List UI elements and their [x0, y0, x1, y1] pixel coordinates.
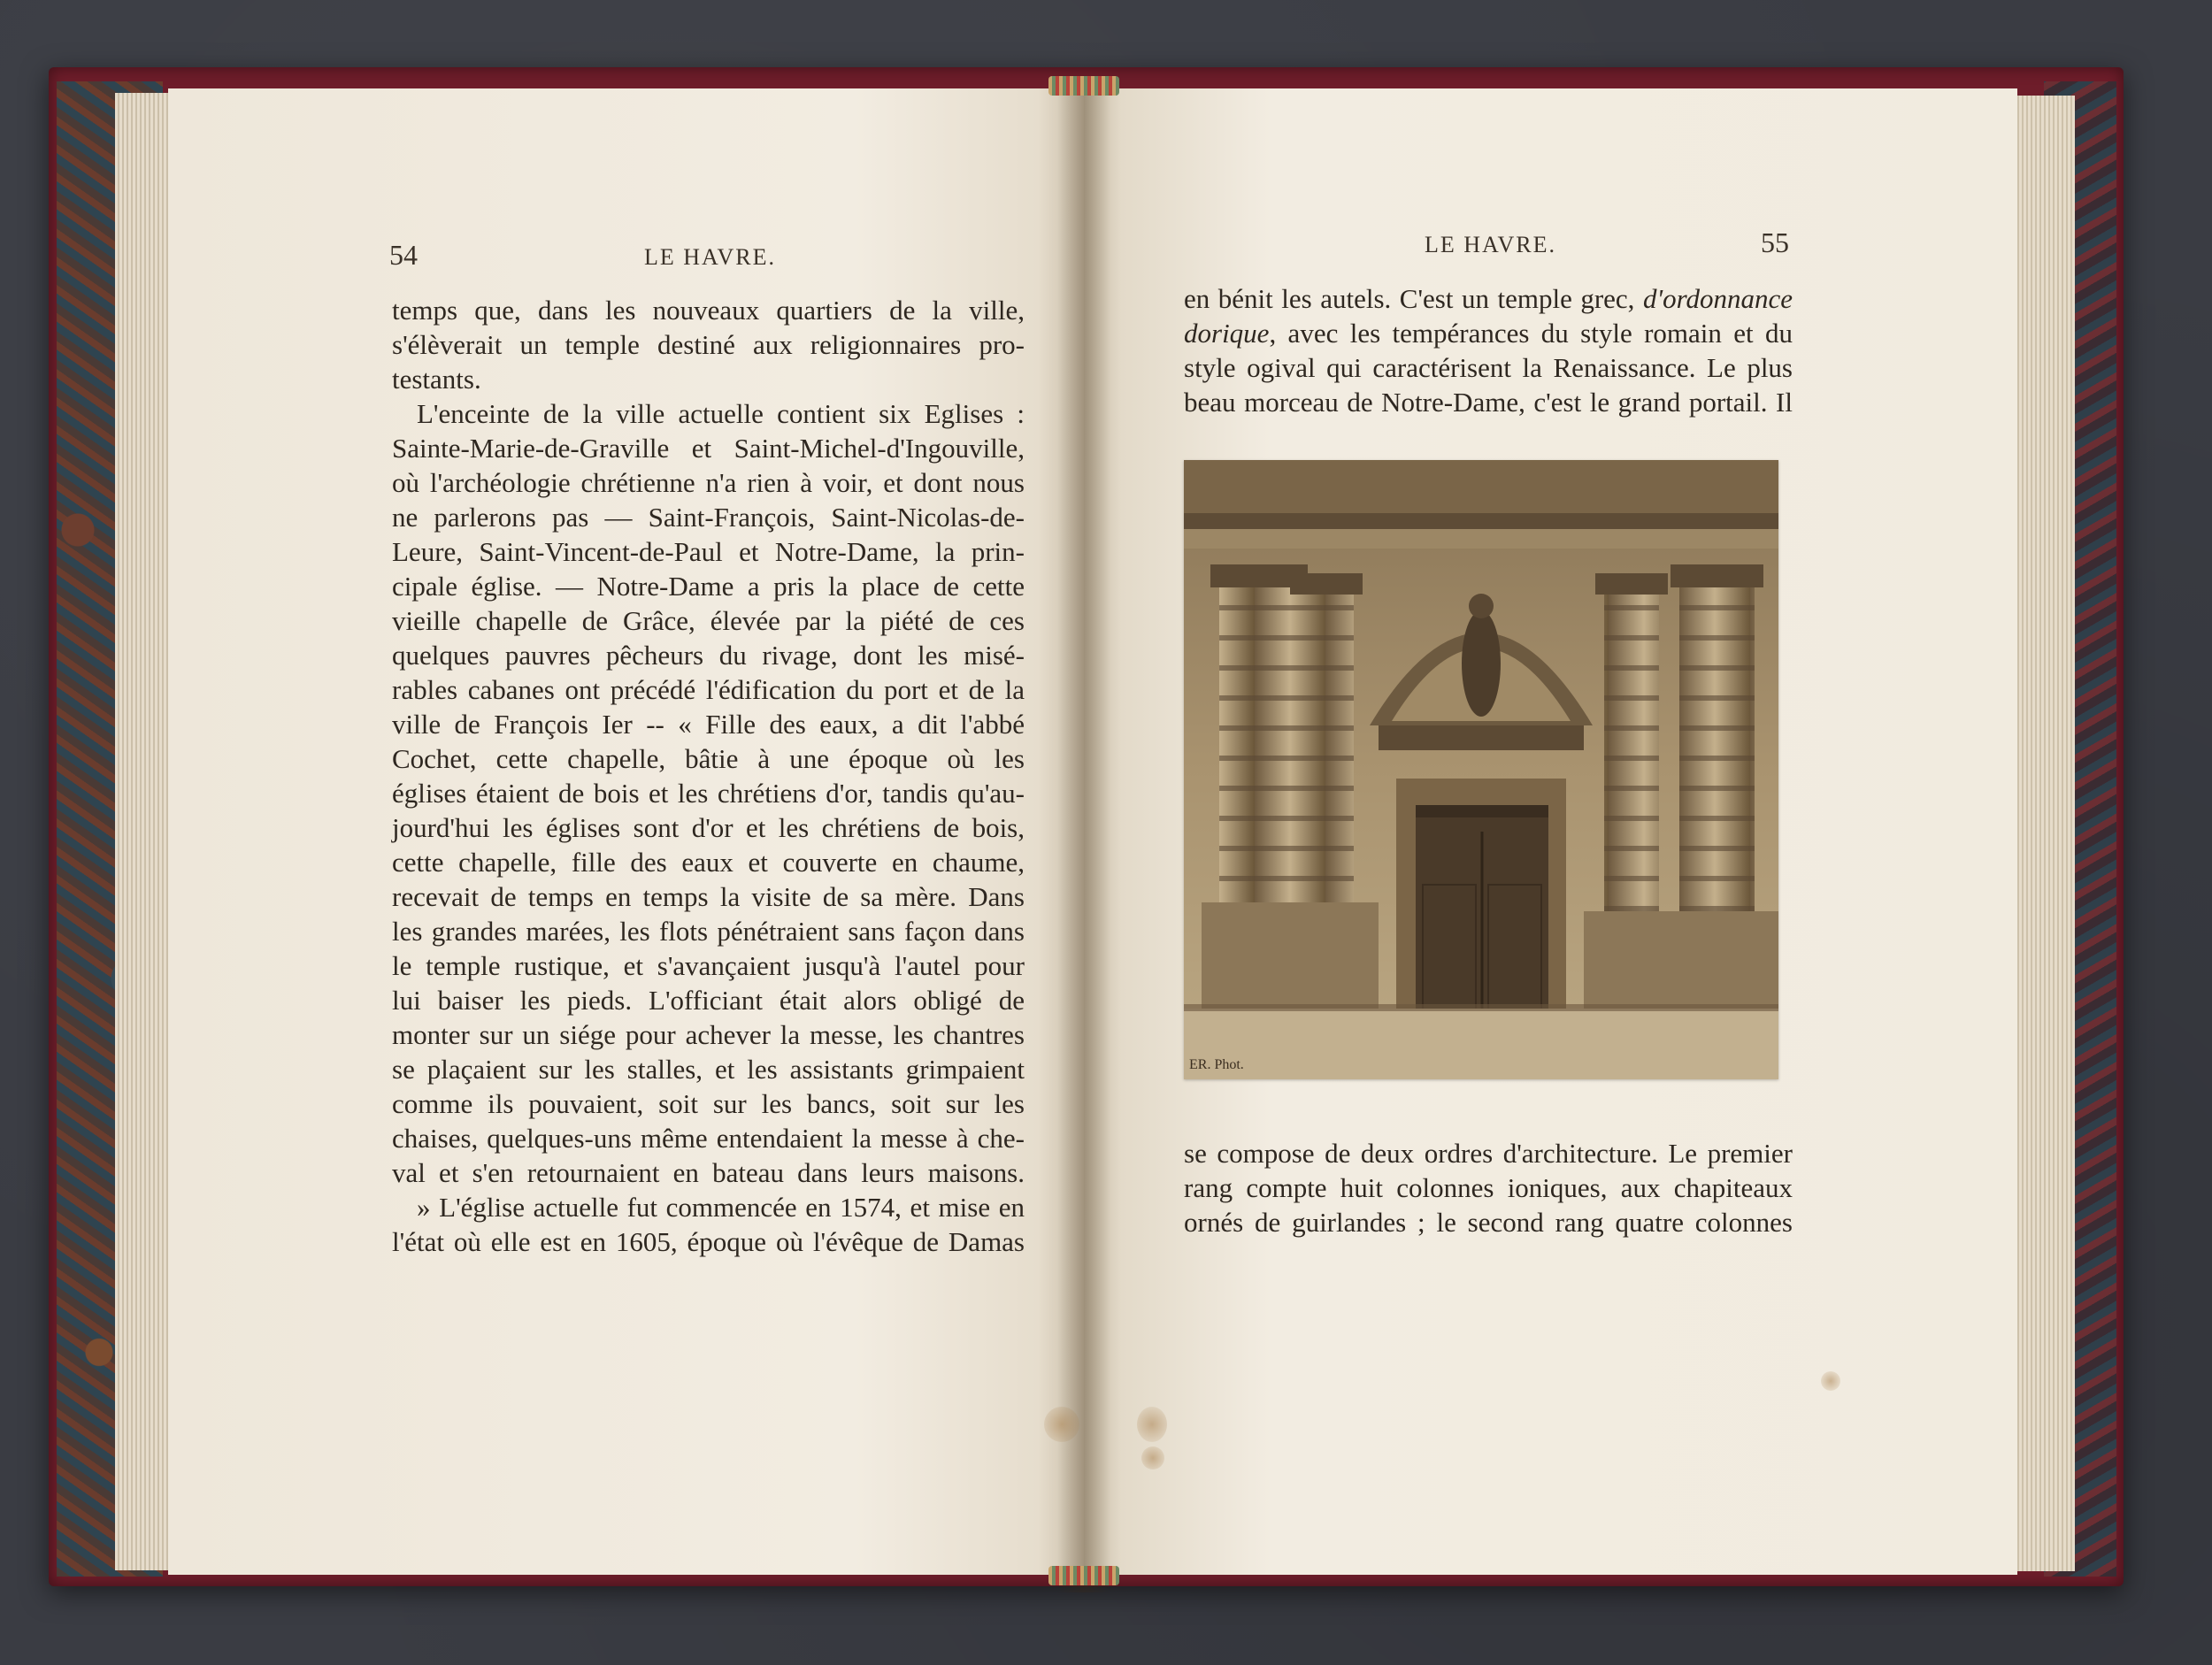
- book-gutter: [1057, 78, 1110, 1592]
- left-text-line: comme ils pouvaient, soit sur les bancs, soit sur les: [392, 1088, 1025, 1119]
- left-text-line: chaises, quelques-uns même entendaient la messe à che-: [392, 1123, 1025, 1154]
- left-text-line: lui baiser les pieds. L'officiant était alors obligé de: [392, 985, 1025, 1016]
- right-text-bottom-line: se compose de deux ordres d'architecture. Le premier: [1184, 1138, 1793, 1169]
- headband-top: [1048, 76, 1119, 96]
- left-text-line: cette chapelle, fille des eaux et couverte en chaume,: [392, 847, 1025, 878]
- left-text-line: monter sur un siége pour achever la messe, les chantres: [392, 1019, 1025, 1050]
- left-text-line: où l'archéologie chrétienne n'a rien à voir, et dont nous: [392, 467, 1025, 498]
- left-text-line: temps que, dans les nouveaux quartiers de la ville,: [392, 295, 1025, 326]
- right-running-head: LE HAVRE.: [1425, 232, 1556, 257]
- foxing-stain: [1137, 1407, 1167, 1442]
- left-text-line: Leure, Saint-Vincent-de-Paul et Notre-Dame, la prin-: [392, 536, 1025, 567]
- left-text-line: quelques pauvres pêcheurs du rivage, dont les misé-: [392, 640, 1025, 671]
- notre-dame-portal-image: [1184, 460, 1778, 1079]
- left-text-line: jourd'hui les églises sont d'or et les chrétiens de bois,: [392, 812, 1025, 843]
- foxing-stain: [1141, 1446, 1164, 1469]
- left-text-line: vieille chapelle de Grâce, élevée par la piété de ces: [392, 605, 1025, 636]
- right-text-top-line: beau morceau de Notre-Dame, c'est le grand portail. Il: [1184, 387, 1793, 418]
- left-text-line: cipale église. — Notre-Dame a pris la place de cette: [392, 571, 1025, 602]
- right-text-bottom-line: rang compte huit colonnes ioniques, aux chapiteaux: [1184, 1172, 1793, 1203]
- photo-caption: ER. Phot.: [1189, 1057, 1244, 1072]
- left-text-line: testants.: [392, 364, 481, 395]
- left-text-line: ville de François Ier -- « Fille des eaux, a dit l'abbé: [392, 709, 1025, 740]
- left-text-line: Sainte-Marie-de-Graville et Saint-Michel-d'Ingouville,: [392, 433, 1025, 464]
- left-page-number: 54: [389, 239, 418, 271]
- left-text-line: recevait de temps en temps la visite de sa mère. Dans: [392, 881, 1025, 912]
- left-text-line: se plaçaient sur les stalles, et les assistants grimpaient: [392, 1054, 1025, 1085]
- left-text-line: ne parlerons pas — Saint-François, Saint-Nicolas-de-: [392, 502, 1025, 533]
- left-text-line: rables cabanes ont précédé l'édification du port et de la: [392, 674, 1025, 705]
- headband-bottom: [1048, 1566, 1119, 1585]
- left-running-head: LE HAVRE.: [644, 244, 776, 270]
- right-text-top-line: style ogival qui caractérisent la Renaissance. Le plus: [1184, 352, 1793, 383]
- right-page-number: 55: [1761, 226, 1789, 258]
- left-text-line: le temple rustique, et s'avançaient jusqu'à l'autel pour: [392, 950, 1025, 981]
- left-text-line: s'élèverait un temple destiné aux religionnaires pro-: [392, 329, 1025, 360]
- left-text-line: l'état où elle est en 1605, époque où l'évêque de Damas: [392, 1226, 1025, 1257]
- left-text-line: Cochet, cette chapelle, bâtie à une époque où les: [392, 743, 1025, 774]
- right-text-top-line: en bénit les autels. C'est un temple grec, d'ordonnance: [1184, 283, 1793, 314]
- right-text-bottom-line: ornés de guirlandes ; le second rang quatre colonnes: [1184, 1207, 1793, 1238]
- portal-photograph: [1184, 460, 1778, 1079]
- foxing-stain: [1044, 1407, 1079, 1442]
- left-text-line: L'enceinte de la ville actuelle contient six Eglises :: [417, 398, 1025, 429]
- left-text-line: » L'église actuelle fut commencée en 1574, et mise en: [417, 1192, 1025, 1223]
- left-text-line: les grandes marées, les flots pénétraient sans façon dans: [392, 916, 1025, 947]
- left-text-line: val et s'en retournaient en bateau dans leurs maisons.: [392, 1157, 1025, 1188]
- left-text-line: églises étaient de bois et les chrétiens d'or, tandis qu'au-: [392, 778, 1025, 809]
- foxing-stain: [1821, 1371, 1840, 1391]
- right-text-top-line: dorique, avec les tempérances du style romain et du: [1184, 318, 1793, 349]
